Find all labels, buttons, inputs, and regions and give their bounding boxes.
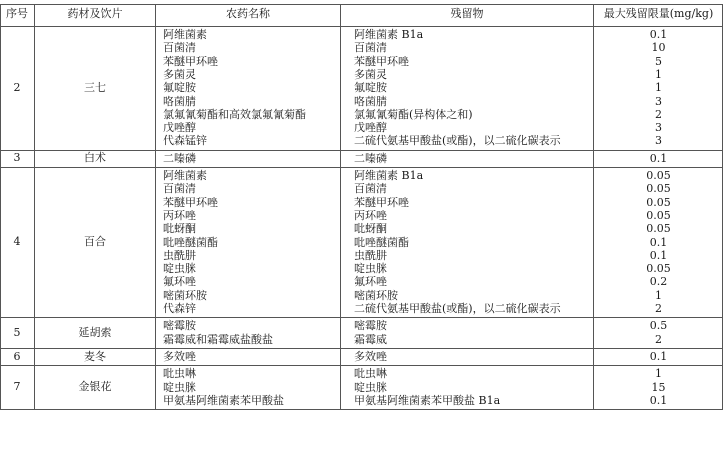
- row-residue: 苯醚甲环唑: [354, 195, 409, 209]
- row-limit: 1: [655, 81, 662, 95]
- row-limit: 0.5: [649, 319, 668, 333]
- row-residue: 吡唑醚菌酯: [354, 235, 409, 249]
- row-pesticide: 百菌清: [163, 182, 196, 196]
- row-limit: 2: [655, 302, 662, 315]
- row-pesticide: 代森锌: [163, 302, 196, 315]
- row-pesticide: 氟啶胺: [163, 81, 196, 95]
- row-pesticide: 咯菌腈: [163, 94, 196, 108]
- group-seq: 7: [13, 380, 21, 394]
- row-pesticide: 多效唑: [163, 349, 196, 363]
- column-divider: [0, 4, 1, 409]
- row-divider: [0, 4, 723, 5]
- row-residue: 二硫代氨基甲酸盐(或酯)，以二硫化碳表示: [354, 302, 561, 315]
- row-limit: 0.2: [649, 275, 668, 289]
- row-divider: [0, 26, 723, 27]
- row-pesticide: 啶虫脒: [163, 380, 196, 394]
- row-divider: [0, 150, 723, 151]
- row-pesticide: 阿维菌素: [163, 28, 207, 41]
- row-residue: 甲氨基阿维菌素苯甲酸盐 B1a: [354, 393, 501, 407]
- row-pesticide: 百菌清: [163, 41, 196, 55]
- group-herb: 白术: [84, 151, 106, 165]
- row-limit: 0.05: [646, 208, 671, 222]
- row-pesticide: 嘧霉胺: [163, 319, 196, 333]
- header-limit: 最大残留限量(mg/kg): [603, 7, 714, 20]
- row-limit: 0.1: [649, 235, 668, 249]
- row-pesticide: 丙环唑: [163, 208, 196, 222]
- row-residue: 丙环唑: [354, 208, 387, 222]
- row-pesticide: 啶虫脒: [163, 262, 196, 276]
- row-limit: 1: [655, 67, 662, 81]
- group-seq: 3: [13, 151, 21, 165]
- row-divider: [0, 317, 723, 318]
- row-residue: 嘧霉胺: [354, 319, 387, 333]
- group-seq: 4: [13, 235, 21, 249]
- row-residue: 氟环唑: [354, 275, 387, 289]
- row-limit: 0.05: [646, 262, 671, 276]
- row-pesticide: 苯醚甲环唑: [163, 195, 218, 209]
- row-residue: 氟啶胺: [354, 81, 387, 95]
- row-pesticide: 戊唑醇: [163, 121, 196, 135]
- row-limit: 0.05: [646, 169, 671, 182]
- row-limit: 1: [655, 288, 662, 302]
- row-residue: 虫酰肼: [354, 248, 387, 262]
- row-pesticide: 吡虫啉: [163, 367, 196, 381]
- row-pesticide: 虫酰肼: [163, 248, 196, 262]
- row-limit: 3: [655, 94, 662, 108]
- row-limit: 10: [651, 41, 666, 55]
- group-herb: 三七: [84, 80, 106, 94]
- row-limit: 1: [655, 367, 662, 381]
- row-limit: 0.1: [649, 248, 668, 262]
- row-residue: 阿维菌素 B1a: [354, 169, 424, 182]
- row-pesticide: 吡唑醚菌酯: [163, 235, 218, 249]
- group-herb: 百合: [84, 235, 106, 249]
- row-pesticide: 阿维菌素: [163, 169, 207, 182]
- row-pesticide: 嘧菌环胺: [163, 288, 207, 302]
- row-residue: 咯菌腈: [354, 94, 387, 108]
- header-seq: 序号: [6, 7, 28, 20]
- group-herb: 延胡索: [78, 325, 112, 339]
- row-residue: 多菌灵: [354, 67, 387, 81]
- row-limit: 0.1: [649, 393, 668, 407]
- row-residue: 阿维菌素 B1a: [354, 28, 424, 41]
- row-pesticide: 苯醚甲环唑: [163, 54, 218, 68]
- row-limit: 0.1: [649, 349, 668, 363]
- group-seq: 6: [13, 349, 21, 363]
- group-herb: 麦冬: [84, 349, 106, 363]
- row-pesticide: 甲氨基阿维菌素苯甲酸盐: [163, 393, 284, 407]
- row-pesticide: 霜霉威和霜霉威盐酸盐: [163, 332, 273, 346]
- row-residue: 戊唑醇: [354, 121, 387, 135]
- row-residue: 氯氟氰菊酯(异构体之和): [354, 107, 473, 121]
- row-pesticide: 多菌灵: [163, 67, 196, 81]
- row-limit: 5: [655, 54, 662, 68]
- row-limit: 0.05: [646, 195, 671, 209]
- row-limit: 0.1: [649, 151, 668, 165]
- row-residue: 百菌清: [354, 41, 387, 55]
- row-residue: 吡虫啉: [354, 367, 387, 381]
- row-divider: [0, 348, 723, 349]
- row-residue: 吡蚜酮: [354, 222, 387, 236]
- column-divider: [155, 4, 156, 409]
- column-divider: [34, 4, 35, 409]
- row-pesticide: 吡蚜酮: [163, 222, 196, 236]
- row-pesticide: 二嗪磷: [163, 151, 196, 165]
- column-divider: [593, 4, 594, 409]
- row-limit: 3: [655, 121, 662, 135]
- row-divider: [0, 365, 723, 366]
- row-limit: 3: [655, 134, 662, 148]
- column-divider: [340, 4, 341, 409]
- header-residue: 残留物: [450, 7, 484, 20]
- row-limit: 0.1: [649, 28, 668, 41]
- row-residue: 啶虫脒: [354, 380, 387, 394]
- header-pesticide: 农药名称: [226, 7, 270, 20]
- row-residue: 啶虫脒: [354, 262, 387, 276]
- header-herb: 药材及饮片: [67, 7, 123, 20]
- row-limit: 2: [655, 107, 662, 121]
- row-divider: [0, 167, 723, 168]
- row-residue: 霜霉威: [354, 332, 387, 346]
- row-pesticide: 代森锰锌: [163, 134, 207, 148]
- row-limit: 15: [651, 380, 666, 394]
- row-pesticide: 氟环唑: [163, 275, 196, 289]
- row-pesticide: 氯氟氰菊酯和高效氯氟氰菊酯: [163, 107, 306, 121]
- row-limit: 0.05: [646, 222, 671, 236]
- row-residue: 苯醚甲环唑: [354, 54, 409, 68]
- group-herb: 金银花: [78, 380, 112, 394]
- group-seq: 5: [13, 325, 21, 339]
- row-residue: 多效唑: [354, 349, 387, 363]
- group-seq: 2: [13, 80, 21, 94]
- row-residue: 嘧菌环胺: [354, 288, 398, 302]
- row-limit: 0.05: [646, 182, 671, 196]
- row-limit: 2: [655, 332, 662, 346]
- row-divider: [0, 409, 723, 410]
- row-residue: 二硫代氨基甲酸盐(或酯)，以二硫化碳表示: [354, 134, 561, 148]
- row-residue: 百菌清: [354, 182, 387, 196]
- row-residue: 二嗪磷: [354, 151, 387, 165]
